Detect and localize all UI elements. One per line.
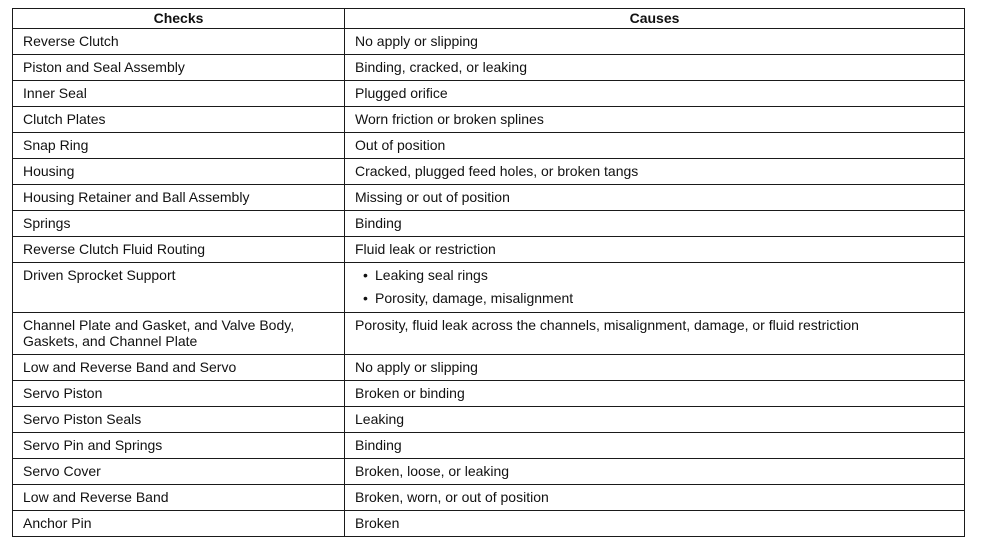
check-cell: Housing Retainer and Ball Assembly (13, 185, 345, 211)
table-row (13, 81, 965, 107)
cause-cell: Broken, loose, or leaking (345, 459, 965, 485)
table-row (13, 263, 965, 313)
table-row (13, 159, 965, 185)
table-row (13, 407, 965, 433)
check-cell: Servo Piston Seals (13, 407, 345, 433)
cause-cell: Porosity, fluid leak across the channels, misalignment, damage, or fluid restriction (345, 313, 965, 355)
cause-cell: Leaking (345, 407, 965, 433)
cause-cell: Fluid leak or restriction (345, 237, 965, 263)
table-row (13, 185, 965, 211)
check-cell: Springs (13, 211, 345, 237)
check-cell: Low and Reverse Band (13, 485, 345, 511)
check-cell: Snap Ring (13, 133, 345, 159)
cause-cell: Binding (345, 433, 965, 459)
check-cell: Reverse Clutch Fluid Routing (13, 237, 345, 263)
bullet-icon: • (363, 290, 368, 306)
table-row (13, 29, 965, 55)
check-cell: Low and Reverse Band and Servo (13, 355, 345, 381)
check-cell: Clutch Plates (13, 107, 345, 133)
cause-cell: Out of position (345, 133, 965, 159)
cause-cell: Cracked, plugged feed holes, or broken tangs (345, 159, 965, 185)
table-row (13, 211, 965, 237)
cause-bullet-list (355, 267, 954, 306)
table-row (13, 459, 965, 485)
check-cell: Channel Plate and Gasket, and Valve Body, Gaskets, and Channel Plate (13, 313, 345, 355)
table-row (13, 107, 965, 133)
table-row (13, 485, 965, 511)
check-cell: Anchor Pin (13, 511, 345, 537)
table-row (13, 133, 965, 159)
header-checks: Checks (13, 9, 345, 29)
cause-cell: Binding (345, 211, 965, 237)
check-cell: Piston and Seal Assembly (13, 55, 345, 81)
table-row (13, 433, 965, 459)
header-causes: Causes (345, 9, 965, 29)
table-row (13, 55, 965, 81)
table-row (13, 313, 965, 355)
list-item (363, 290, 954, 306)
cause-cell: Plugged orifice (345, 81, 965, 107)
check-cell: Servo Pin and Springs (13, 433, 345, 459)
table-row (13, 237, 965, 263)
list-item-text: Porosity, damage, misalignment (375, 290, 574, 306)
bullet-icon: • (363, 267, 368, 283)
check-cell: Reverse Clutch (13, 29, 345, 55)
check-cell: Driven Sprocket Support (13, 263, 345, 313)
check-cell: Servo Piston (13, 381, 345, 407)
table-header-row (13, 9, 965, 29)
cause-cell: No apply or slipping (345, 355, 965, 381)
table-row (13, 511, 965, 537)
table-row (13, 355, 965, 381)
cause-cell (345, 263, 965, 313)
cause-cell: Broken, worn, or out of position (345, 485, 965, 511)
check-cell: Servo Cover (13, 459, 345, 485)
check-cell: Inner Seal (13, 81, 345, 107)
checks-causes-table-container (12, 8, 964, 537)
cause-cell: Binding, cracked, or leaking (345, 55, 965, 81)
list-item (363, 267, 954, 283)
table-row (13, 381, 965, 407)
cause-cell: Broken (345, 511, 965, 537)
check-cell: Housing (13, 159, 345, 185)
cause-cell: Broken or binding (345, 381, 965, 407)
checks-causes-table (12, 8, 965, 537)
cause-cell: No apply or slipping (345, 29, 965, 55)
cause-cell: Worn friction or broken splines (345, 107, 965, 133)
list-item-text: Leaking seal rings (375, 267, 488, 283)
cause-cell: Missing or out of position (345, 185, 965, 211)
